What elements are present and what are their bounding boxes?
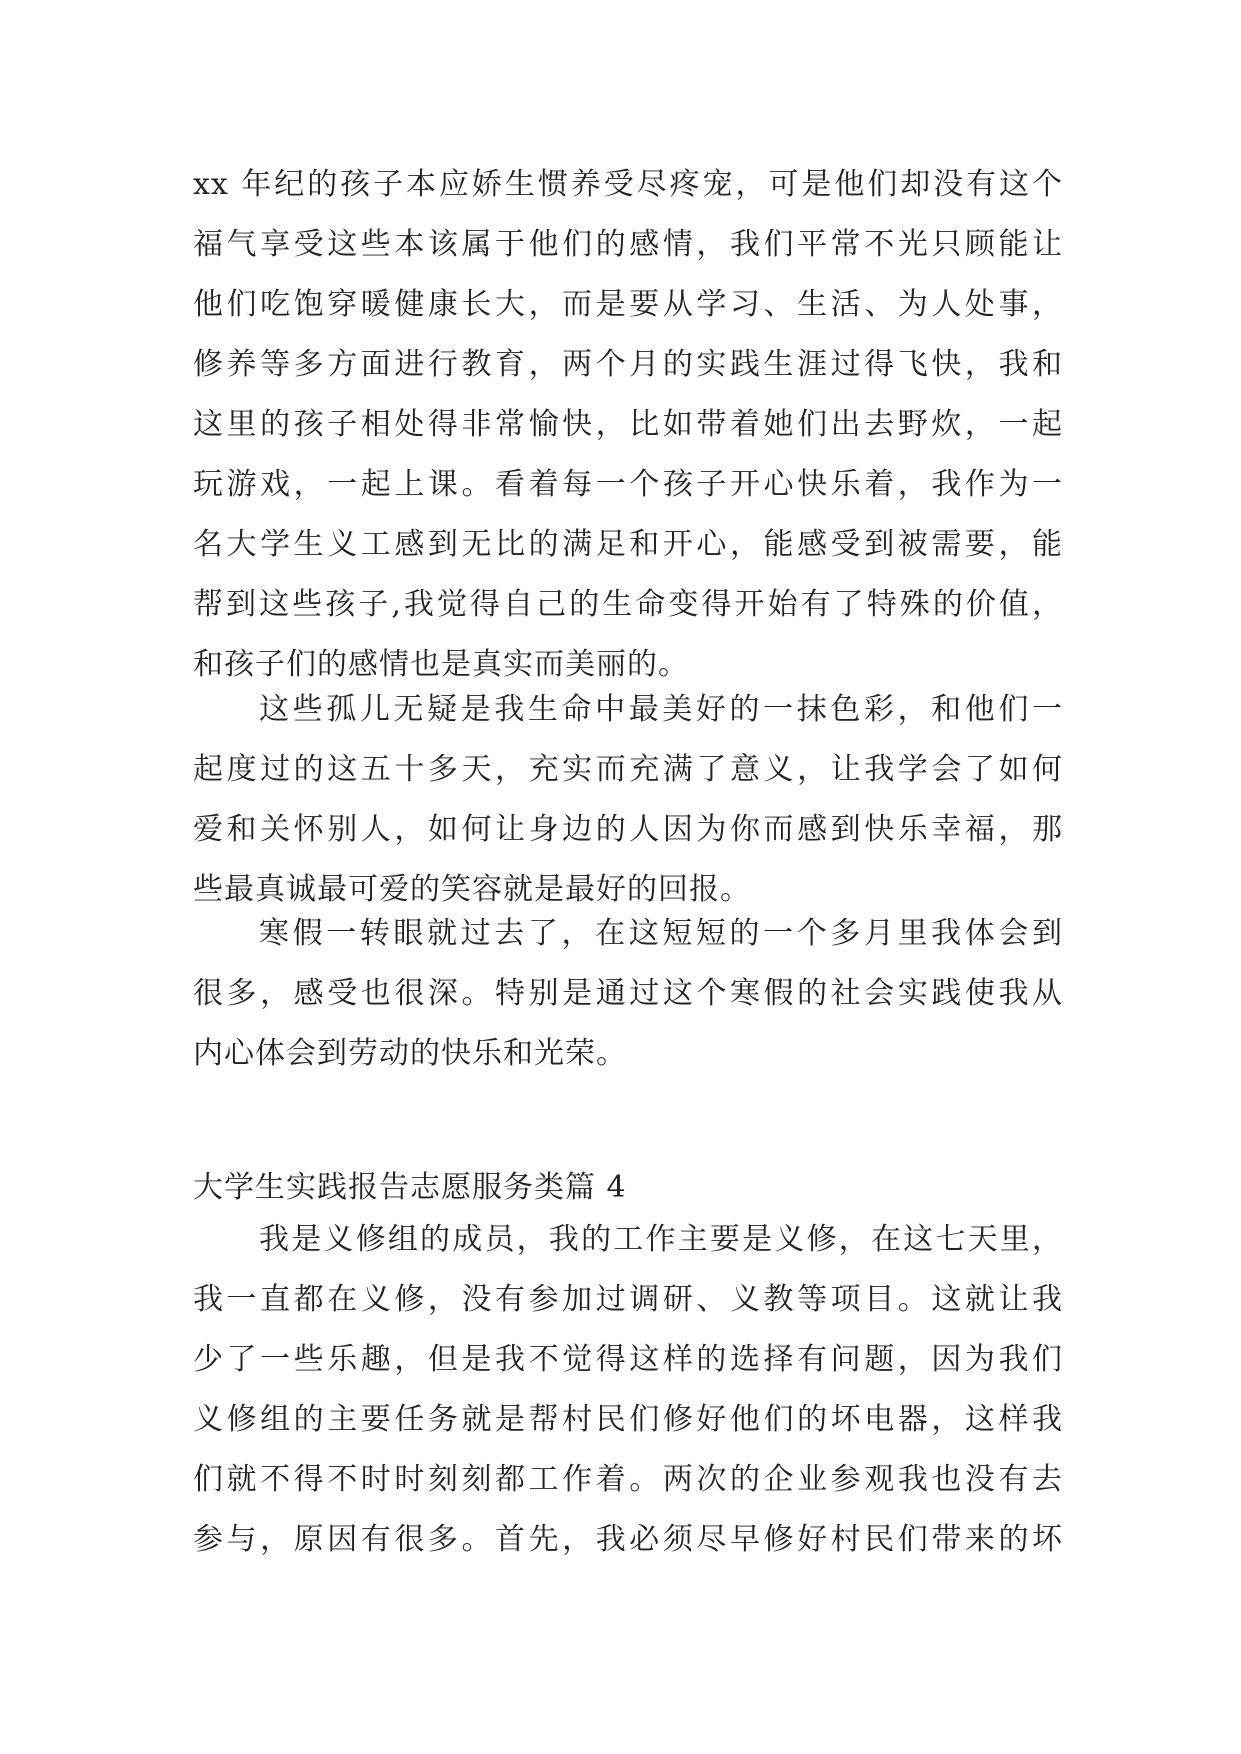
text-line: 他们吃饱穿暖健康长大，而是要从学习、生活、为人处事，	[193, 287, 1063, 322]
text-line: 名大学生义工感到无比的满足和开心，能感受到被需要，能	[193, 527, 1063, 562]
section-heading: 大学生实践报告志愿服务类篇 4	[193, 1170, 627, 1205]
text-line: 帮到这些孩子,我觉得自己的生命变得开始有了特殊的价值，	[193, 587, 1063, 622]
paragraph-repair-group	[193, 1210, 1063, 1570]
text-line: 我一直都在义修，没有参加过调研、义教等项目。这就让我	[193, 1282, 1063, 1317]
text-line: 少了一些乐趣，但是我不觉得这样的选择有问题，因为我们	[193, 1342, 1063, 1377]
text-line: 内心体会到劳动的快乐和光荣。	[193, 1036, 627, 1071]
text-line: 起度过的这五十多天，充实而充满了意义，让我学会了如何	[193, 752, 1063, 787]
text-line: 寒假一转眼就过去了，在这短短的一个多月里我体会到	[259, 916, 1063, 951]
text-line: 我是义修组的成员，我的工作主要是义修，在这七天里，	[259, 1222, 1063, 1257]
text-line: 福气享受这些本该属于他们的感情，我们平常不光只顾能让	[193, 227, 1063, 262]
text-line: 爱和关怀别人，如何让身边的人因为你而感到快乐幸福，那	[193, 812, 1063, 847]
paragraph-orphans-care	[193, 155, 1063, 695]
text-line: xx 年纪的孩子本应娇生惯养受尽疼宠，可是他们却没有这个	[193, 167, 1063, 202]
text-line: 义修组的主要任务就是帮村民们修好他们的坏电器，这样我	[193, 1402, 1063, 1437]
text-line: 这些孤儿无疑是我生命中最美好的一抹色彩，和他们一	[259, 692, 1063, 727]
text-line: 些最真诚最可爱的笑容就是最好的回报。	[193, 872, 751, 907]
paragraph-winter-break	[193, 904, 1063, 1084]
text-line: 这里的孩子相处得非常愉快，比如带着她们出去野炊，一起	[193, 407, 1063, 442]
text-line: 和孩子们的感情也是真实而美丽的。	[193, 647, 689, 682]
text-line: 参与，原因有很多。首先，我必须尽早修好村民们带来的坏	[193, 1522, 1063, 1557]
text-line: 玩游戏，一起上课。看着每一个孩子开心快乐着，我作为一	[193, 467, 1063, 502]
text-line: 们就不得不时时刻刻都工作着。两次的企业参观我也没有去	[193, 1462, 1063, 1497]
paragraph-orphans-color	[193, 680, 1063, 920]
text-line: 修养等多方面进行教育，两个月的实践生涯过得飞快，我和	[193, 347, 1063, 382]
text-line: 很多，感受也很深。特别是通过这个寒假的社会实践使我从	[193, 976, 1063, 1011]
